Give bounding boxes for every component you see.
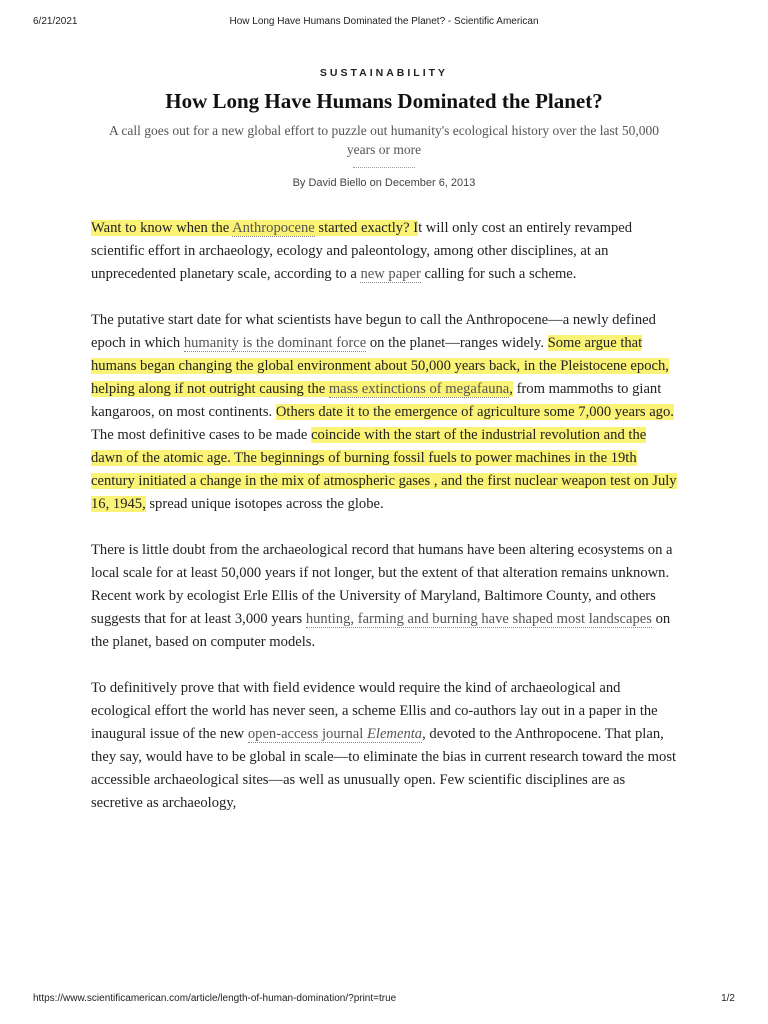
text-run: The putative start date for what scientists have begun to call the Anthropocene—a newly defined epoch in which — [91, 312, 656, 351]
paragraph-4 — [91, 677, 679, 815]
paragraph-1 — [91, 217, 679, 286]
article-headline: How Long Have Humans Dominated the Planet? — [165, 89, 603, 113]
text-run: Some argue that humans began changing the global environment about 50,000 years back, in the Pleistocene epoch, helping along if not outright causing the — [91, 335, 669, 397]
text-run: The most definitive cases to be made — [91, 427, 312, 443]
link-elementa-journal[interactable] — [248, 726, 422, 743]
link-text-italic: Elementa — [366, 726, 423, 742]
print-date: 6/21/2021 — [33, 16, 78, 27]
link-text: open-access journal — [247, 726, 367, 742]
text-run: started exactly? I — [314, 220, 419, 236]
print-footer — [33, 993, 735, 1007]
print-header — [33, 16, 735, 30]
link-anthropocene[interactable]: Anthropocene — [232, 220, 315, 236]
article-byline: By David Biello on December 6, 2013 — [292, 177, 476, 189]
text-run: calling for such a scheme. — [420, 266, 577, 282]
print-page-title: How Long Have Humans Dominated the Planet? - Scientific American — [229, 16, 539, 27]
text-run: on the planet—ranges widely. — [366, 335, 548, 351]
link-landscapes[interactable]: hunting, farming and burning have shaped most landscapes — [305, 611, 652, 627]
paragraph-3 — [91, 539, 679, 654]
text-run: from mammoths to giant kangaroos, on most continents. — [91, 381, 662, 420]
section-kicker[interactable]: SUSTAINABILITY — [319, 67, 449, 79]
page-number: 1/2 — [721, 993, 735, 1004]
link-megafauna[interactable]: mass extinctions of megafauna — [328, 381, 510, 397]
link-new-paper[interactable]: new paper — [360, 266, 421, 282]
paragraph-2 — [91, 309, 679, 516]
text-run: , devoted to the Anthropocene. That plan, they say, would have to be global in scale—to eliminate the bias in current research toward the most accessible archaeological sites—as well as unusually open. Few scientific disciplines are as secretive as archaeology, — [91, 726, 677, 811]
dotted-divider — [353, 167, 415, 168]
text-run: , — [509, 381, 513, 397]
article-dek: A call goes out for a new global effort to puzzle out humanity's ecological history over the last 50,000 years or more — [109, 123, 659, 157]
link-dominant-force[interactable]: humanity is the dominant force — [183, 335, 367, 351]
highlight — [91, 220, 418, 236]
article-body — [91, 217, 679, 838]
text-run: t will only cost an entirely revamped scientific effort in archaeology, ecology and paleontology, among other disciplines, at an unprecedented planetary scale, according to a — [91, 220, 633, 282]
text-run: on the planet, based on computer models. — [91, 611, 671, 650]
text-run: There is little doubt from the archaeological record that humans have been altering ecosystems on a local scale for at least 50,000 years if not longer, but the extent of that alteration remains unknown. Recent work by ecologist Erle Ellis of the University of Maryland, Baltimore County, and others suggests that for at least 3,000 years — [91, 542, 673, 627]
text-run: Want to know when the — [91, 220, 233, 236]
highlight: coincide with the start of the industrial revolution and the dawn of the atomic age. The beginnings of burning fossil fuels to power machines in the 19th century initiated a change in the mix of atmospheric gases , and the first nuclear weapon test on July 16, 1945, — [91, 427, 677, 512]
text-run: spread unique isotopes across the globe. — [145, 496, 384, 512]
text-run: To definitively prove that with field evidence would require the kind of archaeological and ecological effort the world has never seen, a scheme Ellis and co-authors lay out in a paper in the inaugural issue of the new — [91, 680, 658, 742]
highlight: Others date it to the emergence of agriculture some 7,000 years ago. — [275, 404, 674, 420]
print-url: https://www.scientificamerican.com/article/length-of-human-domination/?print=true — [33, 993, 397, 1004]
